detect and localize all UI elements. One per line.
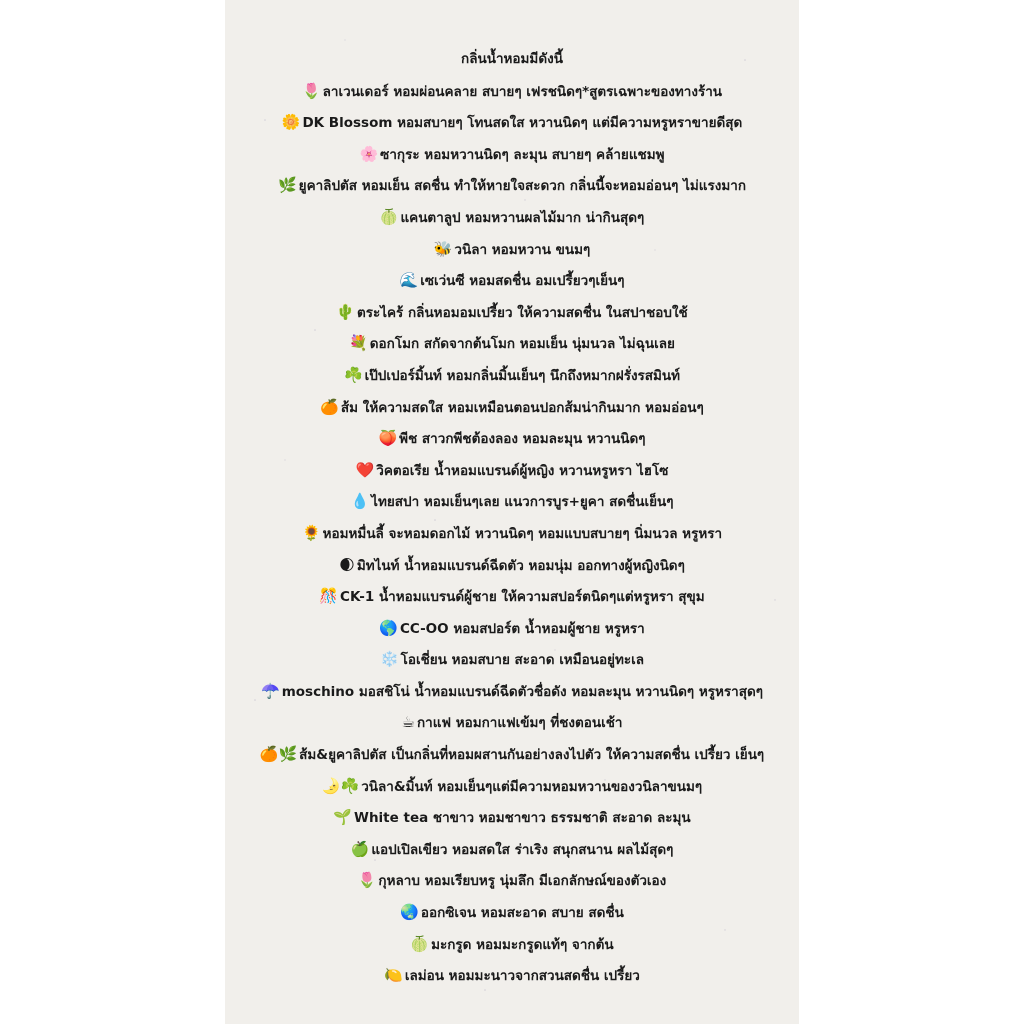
scent-description: วนิลา&มิ้นท์ หอมเย็นๆแต่มีความหอมหวานของวนิลาขนมๆ <box>361 778 703 795</box>
scent-description: ไทยสปา หอมเย็นๆเลย แนวการบูร+ยูคา สดชื่นเย็นๆ <box>371 494 674 511</box>
herb-icon: 🌿 <box>277 176 297 195</box>
scent-item <box>225 202 799 234</box>
scent-description: แคนตาลูป หอมหวานผลไม้มาก น่ากินสุดๆ <box>400 209 645 226</box>
peach-icon: 🍑 <box>378 429 398 448</box>
scent-item <box>225 139 799 171</box>
scent-item <box>225 234 799 266</box>
scent-item <box>225 865 799 897</box>
rose-icon: 🌷 <box>357 871 377 890</box>
scent-description: ซากุระ หอมหวานนิดๆ ละมุน สบายๆ คล้ายแชมพู <box>380 146 665 163</box>
orange-icon: 🍊 <box>320 397 339 416</box>
scent-item <box>225 360 799 392</box>
scent-item <box>225 76 799 108</box>
scent-item <box>225 328 799 360</box>
umbrella-icon: ☂️ <box>261 681 280 700</box>
globe-icon: 🌏 <box>400 903 419 922</box>
lemon-icon: 🍋 <box>384 966 403 985</box>
scent-item <box>225 613 799 645</box>
shamrock-icon: ☘️ <box>343 365 363 384</box>
scent-item <box>225 550 799 582</box>
scent-description: วนิลา หอมหวาน ขนมๆ <box>454 241 591 258</box>
bouquet-icon: 💐 <box>349 334 368 353</box>
scent-description: CC-OO หอมสปอร์ต น้ำหอมผู้ชาย หรูหรา <box>399 620 645 637</box>
heart-icon: ❤️ <box>355 460 375 479</box>
scent-description: พีช สาวกพีชต้องลอง หอมละมุน หวานนิดๆ <box>399 431 646 448</box>
scent-description: มะกรูด หอมมะกรูดแท้ๆ จากต้น <box>431 936 614 953</box>
seedling-icon: 🌱 <box>333 808 353 827</box>
scent-description: DK Blossom หอมสบายๆ โทนสดใส หวานนิดๆ แต่มีความหรูหราขายดีสุด <box>302 115 743 132</box>
scent-item <box>225 644 799 676</box>
coffee-icon: ☕ <box>401 713 415 732</box>
scent-list <box>225 44 799 992</box>
scent-list-page <box>225 0 799 1024</box>
scent-description: ดอกโมก สกัดจากต้นโมก หอมเย็น นุ่มนวล ไม่ฉุนเลย <box>369 336 675 353</box>
scent-item <box>225 897 799 929</box>
moon-icon: 🌒 <box>339 555 355 574</box>
scent-description: ออกซิเจน หอมสะอาด สบาย สดชื่น <box>420 905 624 922</box>
scent-item <box>225 960 799 992</box>
snowflake-icon: ❄️ <box>379 650 399 669</box>
cherry-blossom-icon: 🌸 <box>359 144 379 163</box>
melon-icon: 🍈 <box>379 207 399 226</box>
scent-description: วิคตอเรีย น้ำหอมแบรนด์ผู้หญิง หวานหรูหรา ไฮโซ <box>376 462 669 479</box>
scent-item <box>225 771 799 803</box>
scent-description: เลม่อน หอมมะนาวจากสวนสดชื่น เปรี้ยว <box>404 968 640 985</box>
scent-item <box>225 170 799 202</box>
scent-item <box>225 581 799 613</box>
scent-description: ยูคาลิปตัส หอมเย็น สดชื่น ทำให้หายใจสะดวก กลิ่นนี้จะหอมอ่อนๆ ไม่แรงมาก <box>298 178 747 195</box>
scent-description: หอมหมื่นลี้ จะหอมดอกไม้ หวานนิดๆ หอมแบบสบายๆ นิ่มนวล หรูหรา <box>322 525 723 542</box>
scent-item <box>225 392 799 424</box>
scent-description: ลาเวนเดอร์ หอมผ่อนคลาย สบายๆ เฟรชนิดๆ*สูตรเฉพาะของทางร้าน <box>322 83 723 100</box>
scent-item <box>225 518 799 550</box>
scent-description: มิทไนท์ น้ำหอมแบรนด์ฉีดตัว หอมนุ่ม ออกทางผู้หญิงนิดๆ <box>356 557 685 574</box>
scent-description: เซเว่นซี หอมสดชื่น อมเปรี้ยวๆเย็นๆ <box>420 273 625 290</box>
scent-item <box>225 739 799 771</box>
scent-description: แอปเปิลเขียว หอมสดใส ร่าเริง สนุกสนาน ผลไม้สุดๆ <box>371 841 674 858</box>
scent-items <box>225 76 799 992</box>
scent-description: ตระไคร้ กลิ่นหอมอมเปรี้ยว ให้ความสดชื่น ในสปาชอบใช้ <box>356 304 688 321</box>
sunflower-icon: 🌻 <box>301 523 321 542</box>
scent-item <box>225 929 799 961</box>
scent-item <box>225 265 799 297</box>
scent-description: ส้ม&ยูคาลิปตัส เป็นกลิ่นที่หอมผสานกันอย่างลงไปตัว ให้ความสดชื่น เปรี้ยว เย็นๆ <box>299 747 765 764</box>
scent-description: moschino มอสชิโน่ น้ำหอมแบรนด์ฉีดตัวชื่อดัง หอมละมุน หวานนิดๆ หรูหราสุดๆ <box>281 683 763 700</box>
wave-icon: 🌊 <box>399 271 419 290</box>
scent-item <box>225 486 799 518</box>
moon-shamrock-icon: 🌛☘️ <box>321 776 360 795</box>
scent-description: White tea ชาขาว หอมชาขาว ธรรมชาติ สะอาด ละมุน <box>354 810 691 827</box>
orange-herb-icon: 🍊🌿 <box>259 745 298 764</box>
cactus-icon: 🌵 <box>336 302 355 321</box>
green-apple-icon: 🍏 <box>350 839 370 858</box>
scent-item <box>225 707 799 739</box>
scent-description: กาแฟ หอมกาแฟเข้มๆ ที่ชงตอนเช้า <box>417 715 623 732</box>
tulip-icon: 🌷 <box>301 81 321 100</box>
scent-item <box>225 297 799 329</box>
scent-description: เป๊ปเปอร์มิ้นท์ หอมกลิ่นมิ้นเย็นๆ นึกถึงหมากฝรั่งรสมินท์ <box>364 367 681 384</box>
kaffir-lime-icon: 🍈 <box>410 934 430 953</box>
page-title: กลิ่นน้ำหอมมีดังนี้ <box>461 51 563 67</box>
scent-description: CK-1 น้ำหอมแบรนด์ผู้ชาย ให้ความสปอร์ตนิดๆแต่หรูหรา สุขุม <box>340 589 705 606</box>
scent-item <box>225 107 799 139</box>
ribbon-icon: 🎊 <box>319 587 339 606</box>
scent-item <box>225 802 799 834</box>
scent-description: กุหลาบ หอมเรียบหรู นุ่มลึก มีเอกลักษณ์ของตัวเอง <box>378 873 667 890</box>
scent-description: ส้ม ให้ความสดใส หอมเหมือนตอนปอกส้มน่ากินมาก หอมอ่อนๆ <box>340 399 704 416</box>
bee-icon: 🐝 <box>433 239 453 258</box>
scent-description: โอเชี่ยน หอมสบาย สะอาด เหมือนอยู่ทะเล <box>400 652 645 669</box>
sunflower-icon: 🌼 <box>281 113 301 132</box>
scent-item <box>225 676 799 708</box>
globe-icon: 🌎 <box>379 618 398 637</box>
scent-item <box>225 423 799 455</box>
droplet-icon: 💧 <box>350 492 370 511</box>
scent-item <box>225 834 799 866</box>
scent-item <box>225 455 799 487</box>
